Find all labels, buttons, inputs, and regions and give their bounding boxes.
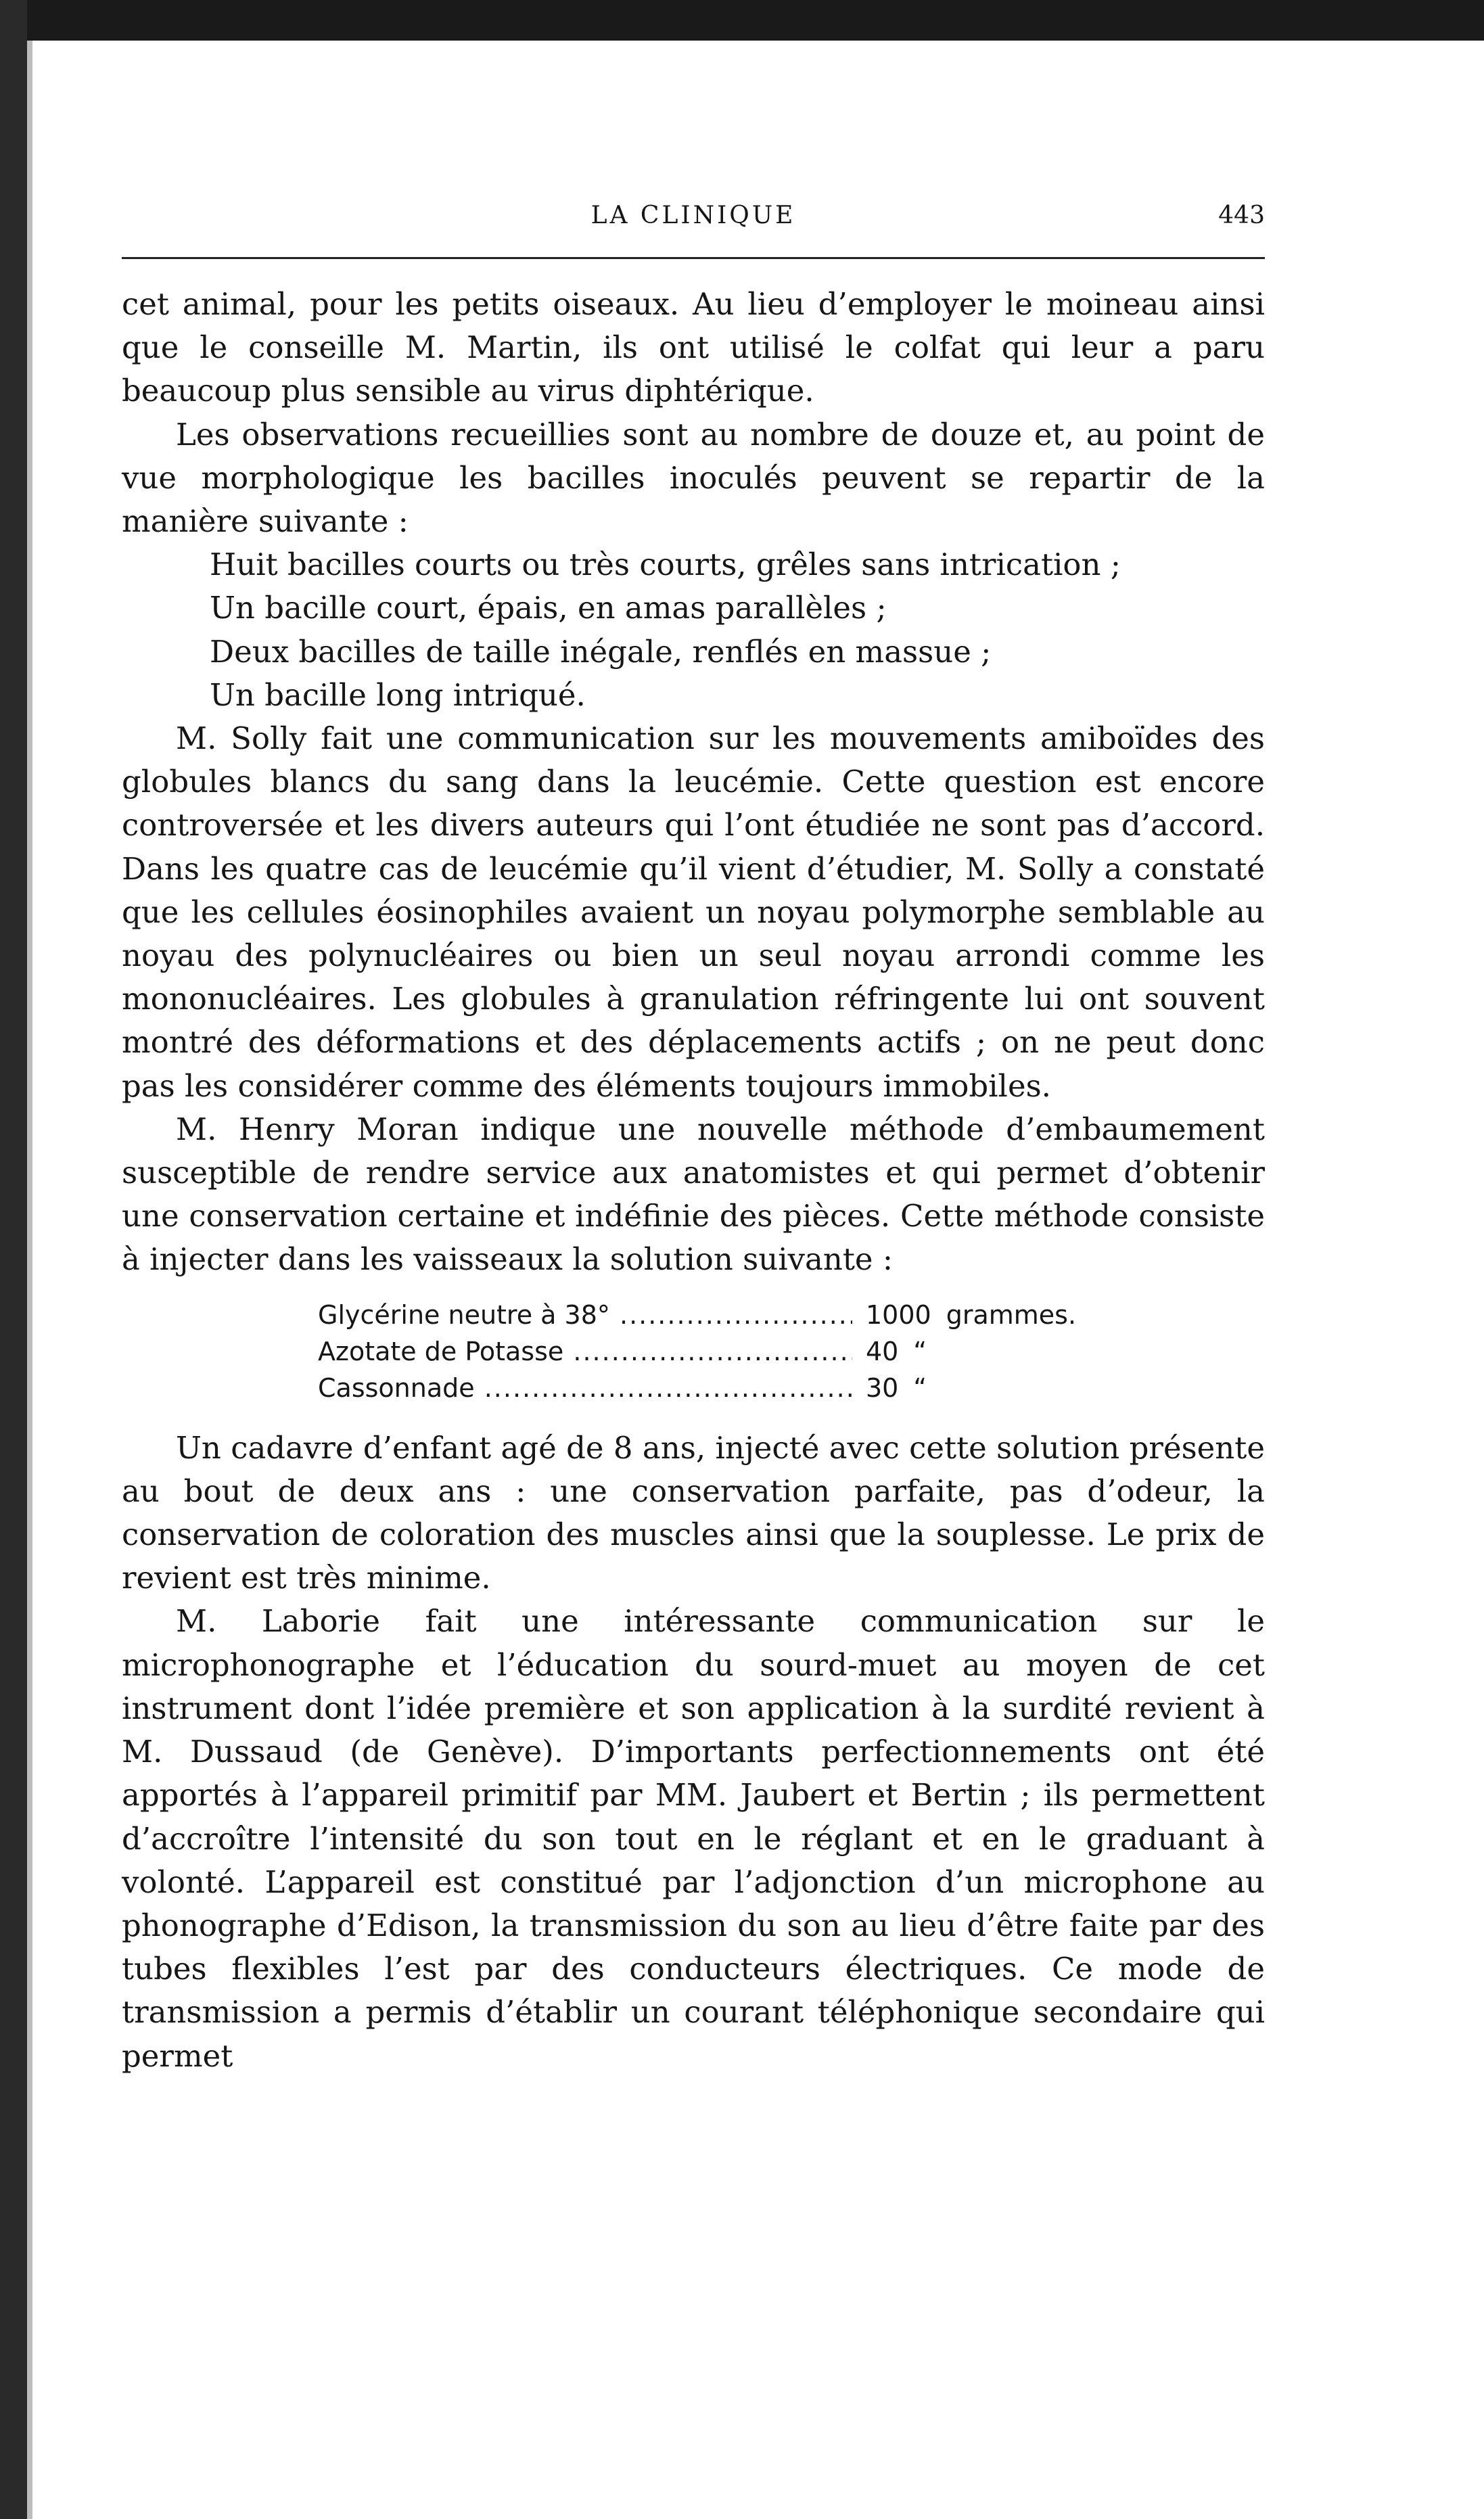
recipe-quantity: 40	[866, 1336, 899, 1366]
book-page	[122, 196, 1265, 2078]
page-header	[122, 196, 1265, 237]
paragraph-moran: M. Henry Moran indique une nouvelle méthode d’embaumement susceptible de rendre service aux anatomistes et qui permet d’obtenir une conservation certaine et indéfinie des pièces. Cette méthode consiste à injecter dans les vaisseaux la solution suivante :	[122, 1111, 1265, 1278]
recipe-ingredient: Glycérine neutre à 38° .....	[318, 1297, 852, 1333]
page-number: 443	[1218, 202, 1265, 229]
recipe-row	[318, 1333, 1265, 1370]
recipe-unit: “	[913, 1336, 927, 1366]
paragraph-laborie: M. Laborie fait une intéressante communication sur le microphonographe et l’éducation du sourd-muet au moyen de cet instrument dont l’idée première et son application à la surdité revient à M. Dussaud (de Genève). D’importants perfectionnements ont été apportés à l’appareil primitif par MM. Jaubert et Bertin ; ils permettent d’accroître l’intensité du son tout en le réglant et en le graduant à volonté. L’appareil est constitué par l’adjonction d’un microphone au phonographe d’Edison, la transmission du son au lieu d’être faite par des tubes flexibles l’est par des conducteurs électriques. Ce mode de transmission a permis d’établir un courant téléphonique secondaire qui permet	[122, 1603, 1265, 2074]
recipe-ingredient: Cassonnade .....	[318, 1370, 852, 1406]
recipe-unit: grammes.	[946, 1299, 1077, 1330]
recipe-unit: “	[913, 1372, 927, 1403]
recipe-table	[318, 1297, 1265, 1406]
header-rule	[122, 257, 1265, 259]
scan-left-shadow	[27, 41, 32, 2519]
body-text	[122, 283, 1265, 2078]
recipe-ingredient: Azotate de Potasse .....	[318, 1333, 852, 1370]
recipe-quantity: 1000	[866, 1299, 931, 1330]
paragraph-cadavre: Un cadavre d’enfant agé de 8 ans, injecté avec cette solution présente au bout de deux ans : une conservation parfaite, pas d’odeur, la conservation de coloration des muscles ainsi que la souplesse. Le prix de revient est très minime.	[122, 1429, 1265, 1596]
recipe-row	[318, 1297, 1265, 1333]
recipe-row	[318, 1370, 1265, 1406]
paragraph-solly: M. Solly fait une communication sur les mouvements amiboïdes des globules blancs du sang dans la leucémie. Cette question est encore controversée et les divers auteurs qui l’ont étudiée ne sont pas d’accord. Dans les quatre cas de leucémie qu’il vient d’étudier, M. Solly a constaté que les cellules éosinophiles avaient un noyau polymorphe semblable au noyau des polynucléaires ou bien un seul noyau arrondi comme les mononucléaires. Les globules à granulation réfringente lui ont souvent montré des déformations et des déplacements actifs ; on ne peut donc pas les considérer comme des éléments toujours immobiles.	[122, 720, 1265, 1104]
scan-top-border	[0, 0, 1484, 41]
running-head: LA CLINIQUE	[590, 202, 796, 229]
list-item: Un bacille court, épais, en amas parallèles ;	[210, 590, 887, 626]
list-item: Deux bacilles de taille inégale, renflés en massue ;	[210, 633, 992, 670]
list-item: Un bacille long intriqué.	[210, 676, 586, 713]
scan-left-border	[0, 0, 27, 2519]
paragraph-observations: Les observations recueillies sont au nombre de douze et, au point de vue morphologique les bacilles inoculés peuvent se repartir de la manière suivante :	[122, 416, 1265, 540]
recipe-quantity: 30	[866, 1372, 899, 1403]
paragraph-continuation: cet animal, pour les petits oiseaux. Au lieu d’employer le moineau ainsi que le conseille M. Martin, ils ont utilisé le colfat qui leur a paru beaucoup plus sensible au virus diphtérique.	[122, 286, 1265, 409]
list-item: Huit bacilles courts ou très courts, grêles sans intrication ;	[210, 547, 1121, 583]
